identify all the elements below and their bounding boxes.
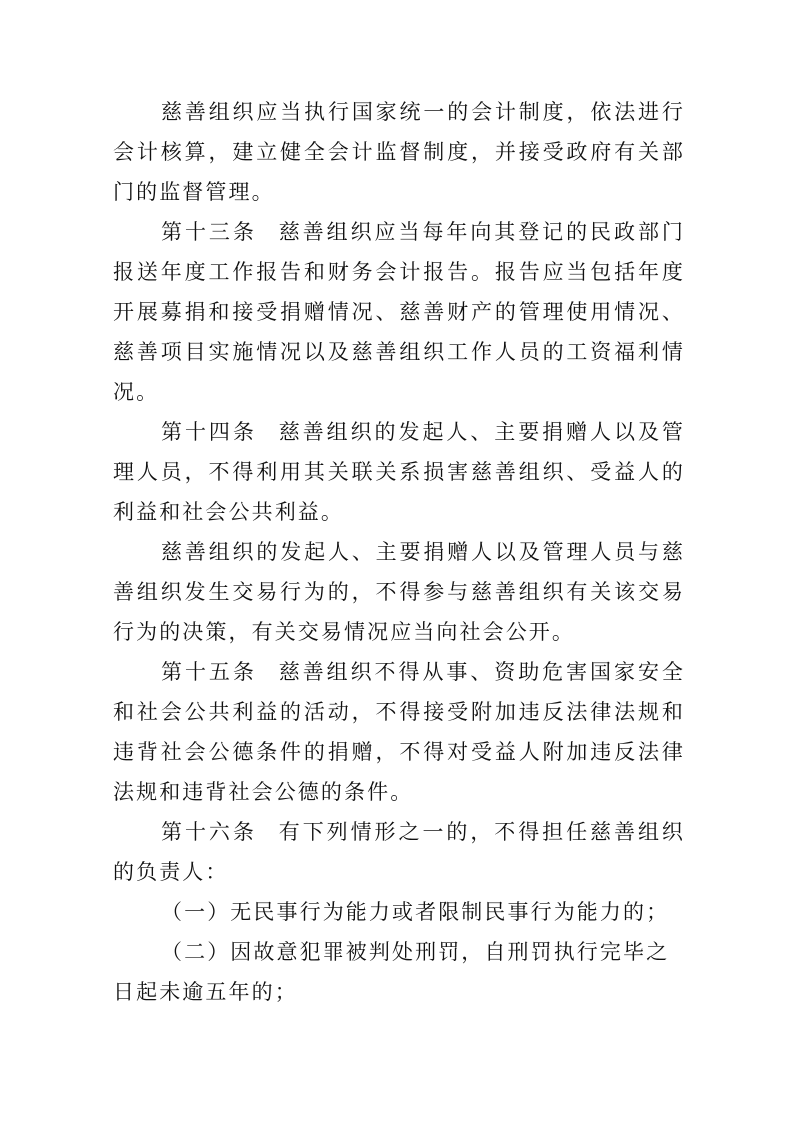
article-text: 慈善组织应当每年向其登记的民政部门报送年度工作报告和财务会计报告。报告应当包括年度开展募捐和接受捐赠情况、慈善财产的管理使用情况、慈善项目实施情况以及慈善组织工作人员的工资福利情况。 (113, 220, 685, 404)
article-16 (113, 812, 685, 892)
article-number: 第十五条 (161, 660, 257, 684)
document-page (113, 92, 685, 1012)
paragraph-text: 慈善组织应当执行国家统一的会计制度，依法进行会计核算，建立健全会计监督制度，并接受政府有关部门的监督管理。 (113, 100, 685, 204)
paragraph-text: 慈善组织的发起人、主要捐赠人以及管理人员与慈善组织发生交易行为的，不得参与慈善组织有关该交易行为的决策，有关交易情况应当向社会公开。 (113, 540, 685, 644)
list-item: （二）因故意犯罪被判处刑罚，自刑罚执行完毕之日起未逾五年的； (113, 940, 670, 1004)
article-13 (113, 212, 685, 412)
article-text: 慈善组织的发起人、主要捐赠人以及管理人员，不得利用其关联关系损害慈善组织、受益人的利益和社会公共利益。 (113, 420, 685, 524)
article-number: 第十六条 (161, 820, 257, 844)
article-number: 第十三条 (161, 220, 257, 244)
paragraph-accounting (113, 92, 685, 212)
article-text: 有下列情形之一的，不得担任慈善组织的负责人： (113, 820, 685, 884)
paragraph-related-party (113, 532, 685, 652)
article-14 (113, 412, 685, 532)
list-item: （一）无民事行为能力或者限制民事行为能力的； (161, 900, 670, 924)
article-15 (113, 652, 685, 812)
article-number: 第十四条 (161, 420, 257, 444)
article-text: 慈善组织不得从事、资助危害国家安全和社会公共利益的活动，不得接受附加违反法律法规和违背社会公德条件的捐赠，不得对受益人附加违反法律法规和违背社会公德的条件。 (113, 660, 685, 804)
